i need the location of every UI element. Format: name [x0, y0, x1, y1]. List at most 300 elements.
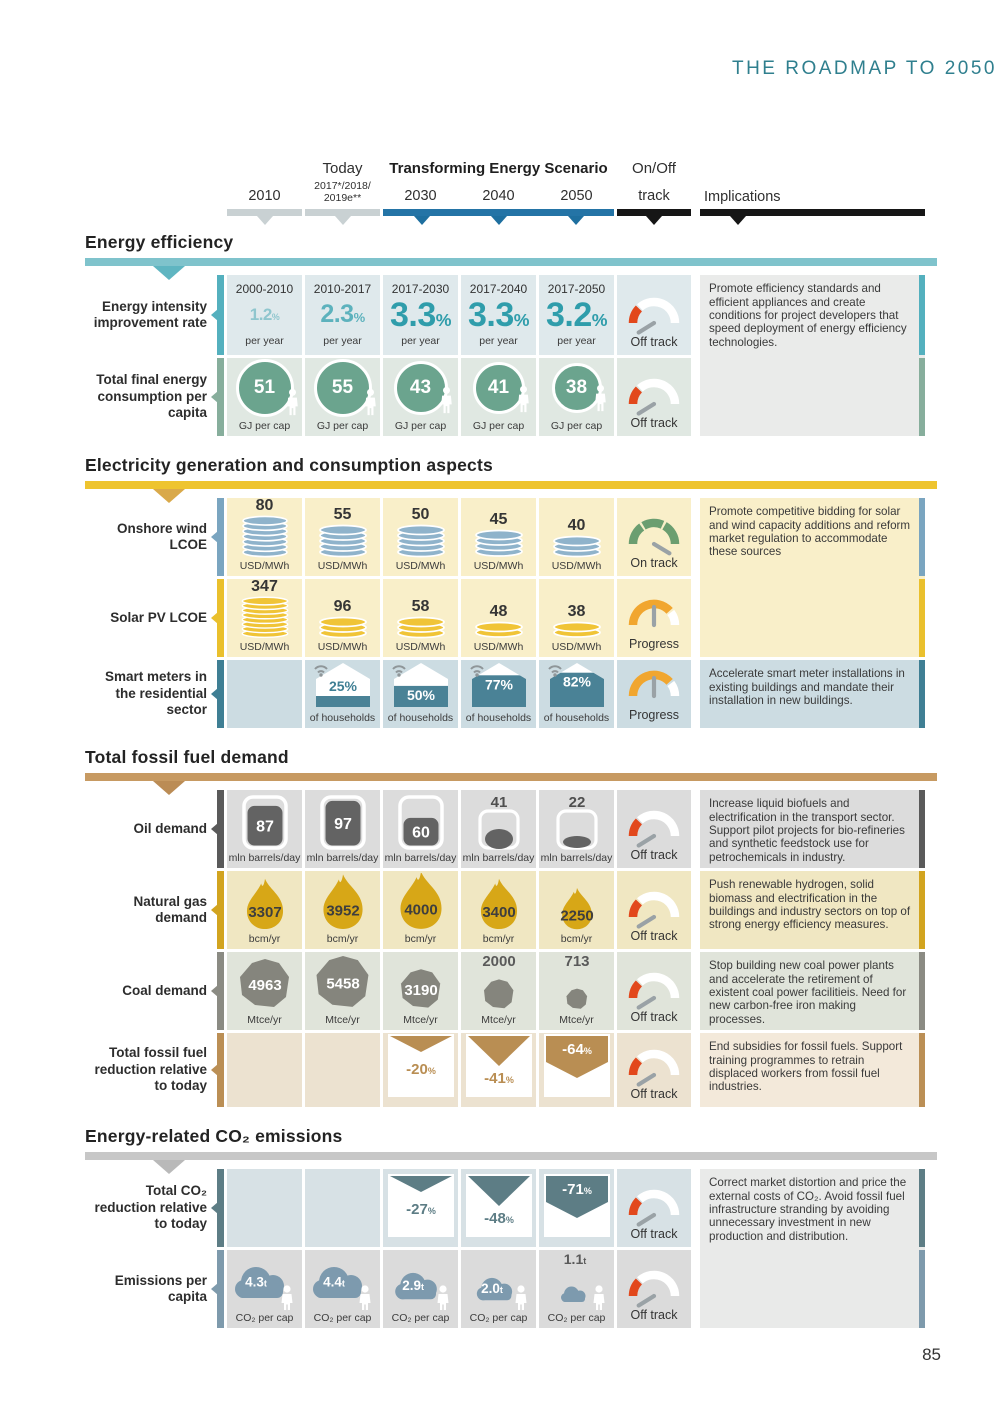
down-arrow-icon: [546, 1036, 608, 1090]
data-cell: [461, 871, 536, 949]
cell-value: 51: [253, 377, 276, 399]
oil-barrel-icon: [545, 794, 609, 850]
period-label: 2017-2030: [391, 282, 450, 297]
unit-label: Mtce/yr: [403, 1014, 438, 1027]
row-label: Smart meters in the residential sector: [104, 669, 207, 718]
column-bar-today: [305, 209, 380, 216]
table-row: [85, 579, 691, 657]
table-row: [85, 660, 691, 728]
implication-box: [700, 660, 925, 728]
section-bar: [85, 258, 937, 266]
flame-icon: [311, 873, 375, 931]
data-cell: [539, 660, 614, 728]
data-cell: [227, 1169, 302, 1247]
data-cell: [227, 275, 302, 355]
cell-value: 80: [255, 498, 274, 515]
table-row: [85, 1033, 691, 1107]
reduction-arrow-box: [466, 1034, 532, 1097]
row-label: Coal demand: [122, 982, 207, 998]
implication-text: Promote efficiency standards and efficient appliances and create conditions for project developers that speed deployment of energy efficiency technologies.: [709, 282, 907, 349]
implication-box: [700, 1169, 925, 1328]
gauge-cell: [617, 660, 691, 728]
implication-text: End subsidies for fossil fuels. Support training programmes to retrain displaced workers from fossil fuel industries.: [709, 1040, 903, 1094]
person-icon: [515, 1286, 526, 1311]
unit-label: CO₂ per cap: [313, 1312, 372, 1325]
table-header-columns: [85, 160, 691, 216]
gauge-status-label: Progress: [628, 637, 680, 652]
svg-text:2.0t: 2.0t: [480, 1281, 503, 1297]
cell-value: 55: [333, 506, 352, 524]
section-implications: [700, 790, 925, 1110]
svg-text:2250: 2250: [559, 907, 594, 925]
section-3: [85, 1126, 937, 1331]
data-cell: [539, 1169, 614, 1247]
gauge-cell: [617, 1250, 691, 1328]
svg-text:-20%: -20%: [405, 1061, 436, 1079]
table-row: [85, 952, 691, 1030]
data-cell: [383, 1250, 458, 1328]
person-icon: [515, 385, 532, 413]
data-cell: [383, 1033, 458, 1107]
unit-label: bcm/yr: [248, 933, 281, 946]
row-label: Total CO₂ reduction relative to today: [94, 1183, 207, 1232]
implication-box: [700, 952, 925, 1030]
implication-accent-bars: [919, 1033, 925, 1107]
gauge-icon: [622, 1266, 686, 1310]
row-label: Energy intensity improvement rate: [93, 298, 207, 331]
row-accent-bar: [210, 1169, 224, 1247]
svg-text:4.3t: 4.3t: [244, 1274, 267, 1290]
gauge-cell: [617, 1033, 691, 1107]
gauge-needle-icon: [639, 1075, 654, 1085]
down-arrow-icon: [468, 1176, 530, 1230]
unit-label: GJ per cap: [238, 420, 291, 433]
gauge-needle-icon: [639, 917, 654, 927]
coin-stack-icon: [313, 616, 373, 639]
implication-accent-bars: [919, 1169, 925, 1328]
table-row: [85, 1169, 691, 1247]
svg-text:713: 713: [563, 954, 590, 971]
unit-label: of households: [387, 712, 454, 725]
gauge-cell: [617, 579, 691, 657]
implication-text: Correct market distortion and price the external costs of CO₂. Avoid fossil fuel infrastructure stranding by avoiding unnecessary investment in new production and distribution.: [709, 1176, 907, 1243]
row-accent-bar: [210, 358, 224, 436]
unit-label: USD/MWh: [239, 641, 290, 654]
implication-accent-bars: [919, 871, 925, 949]
gauge-icon: [622, 806, 686, 850]
gauge-cell: [617, 790, 691, 868]
value-circle: [314, 359, 372, 417]
section-implications: [700, 275, 925, 439]
gauge-status-label: Off track: [630, 929, 678, 944]
column-header-today: Today: [322, 160, 363, 177]
svg-text:5458: 5458: [325, 975, 360, 993]
row-accent-bar: [210, 1250, 224, 1328]
svg-text:4.4t: 4.4t: [322, 1274, 345, 1290]
data-cell: [305, 498, 380, 576]
column-header-today-sub: 2017*/2018/ 2019e**: [314, 180, 371, 205]
smart-meter-house-icon: [466, 660, 532, 710]
column-bar-implications: [700, 209, 925, 216]
section-rows: [85, 498, 691, 731]
unit-label: bcm/yr: [326, 933, 359, 946]
coal-icon: [467, 954, 531, 1012]
unit-label: bcm/yr: [482, 933, 515, 946]
coal-icon: [545, 954, 609, 1012]
table-row: [85, 498, 691, 576]
section-rows: [85, 790, 691, 1110]
gauge-icon: [622, 514, 686, 558]
data-cell: [305, 952, 380, 1030]
svg-text:4000: 4000: [403, 901, 438, 919]
cell-value: 43: [409, 377, 432, 399]
gauge-icon: [622, 374, 686, 418]
wifi-icon: [393, 666, 405, 672]
data-cell: [383, 1169, 458, 1247]
unit-label: USD/MWh: [395, 641, 446, 654]
value-circle: [552, 363, 602, 413]
section-rows: [85, 275, 691, 439]
section-title: Energy-related CO₂ emissions: [85, 1126, 343, 1147]
unit-label: per year: [401, 335, 440, 348]
page-number: 85: [922, 1345, 941, 1364]
row-accent-bar: [210, 871, 224, 949]
cell-value: 41: [487, 377, 510, 399]
unit-label: mln barrels/day: [462, 852, 535, 865]
implication-text: Push renewable hydrogen, solid biomass and electrification in the buildings and industry sectors on top of strong energy efficiency measures.: [709, 878, 911, 932]
data-cell: [227, 1250, 302, 1328]
implication-accent-bars: [919, 952, 925, 1030]
section-title: Total fossil fuel demand: [85, 747, 289, 768]
co2-cloud-icon: [386, 1252, 456, 1310]
svg-text:22: 22: [568, 794, 585, 812]
gauge-status-label: Off track: [630, 416, 678, 431]
data-cell: [383, 358, 458, 436]
down-arrow-icon: [390, 1176, 452, 1230]
data-cell: [461, 498, 536, 576]
unit-label: mln barrels/day: [540, 852, 613, 865]
section-rows: [85, 1169, 691, 1331]
flame-icon: [467, 873, 531, 931]
row-label: Onshore wind LCOE: [116, 520, 207, 553]
column-header-2030: 2030: [404, 188, 437, 205]
coin-stack-icon: [391, 524, 451, 558]
row-accent-bar: [210, 498, 224, 576]
svg-text:-71%: -71%: [561, 1181, 592, 1199]
gauge-status-label: Off track: [630, 1010, 678, 1025]
svg-text:3400: 3400: [481, 904, 516, 922]
table-row: [85, 1250, 691, 1328]
svg-text:82%: 82%: [562, 673, 591, 690]
data-cell: [227, 790, 302, 868]
coin-stack-icon: [313, 524, 373, 558]
row-accent-bar: [210, 790, 224, 868]
column-bar-onoff: [617, 209, 691, 216]
unit-label: CO₂ per cap: [391, 1312, 450, 1325]
gauge-cell: [617, 1169, 691, 1247]
gauge-icon: [622, 293, 686, 337]
co2-cloud-icon: [308, 1252, 378, 1310]
section-implications: [700, 498, 925, 731]
unit-label: Mtce/yr: [325, 1014, 360, 1027]
unit-label: Mtce/yr: [247, 1014, 282, 1027]
unit-label: CO₂ per cap: [235, 1312, 294, 1325]
data-cell: [461, 579, 536, 657]
unit-label: USD/MWh: [473, 641, 524, 654]
cell-value: 96: [333, 598, 352, 616]
row-accent-bar: [210, 660, 224, 728]
gauge-cell: [617, 275, 691, 355]
co2-cloud-icon: [542, 1252, 612, 1310]
unit-label: mln barrels/day: [228, 852, 301, 865]
row-label: Total fossil fuel reduction relative to today: [94, 1045, 207, 1094]
gauge-needle-icon: [639, 404, 654, 414]
coin-stack-icon: [391, 616, 451, 639]
section-2: [85, 747, 937, 1110]
gauge-status-label: Off track: [630, 1087, 678, 1102]
svg-text:3952: 3952: [325, 902, 360, 920]
table-header-implications: [700, 160, 925, 216]
coin-stack-icon: [469, 621, 529, 639]
person-icon: [593, 1286, 604, 1311]
gauge-status-label: Off track: [630, 848, 678, 863]
gauge-icon: [622, 595, 686, 639]
gauge-icon: [622, 1045, 686, 1089]
cell-value: 40: [567, 517, 586, 535]
data-cell: [539, 790, 614, 868]
unit-label: USD/MWh: [473, 560, 524, 573]
data-cell: [461, 952, 536, 1030]
data-cell: [305, 871, 380, 949]
rate-value: 3.3%: [468, 295, 529, 334]
data-cell: [539, 1250, 614, 1328]
row-accent-bar: [210, 1033, 224, 1107]
column-bar-2010: [227, 209, 302, 216]
section-bar: [85, 481, 937, 489]
reduction-arrow-box: [544, 1174, 610, 1237]
data-cell: [539, 498, 614, 576]
value-circle: [394, 361, 448, 415]
content-area: [85, 0, 937, 1331]
table-row: [85, 790, 691, 868]
column-header-scenario: Transforming Energy Scenario: [389, 160, 608, 177]
gauge-status-label: Off track: [630, 1227, 678, 1242]
unit-label: per year: [557, 335, 596, 348]
wifi-icon: [471, 666, 483, 672]
gauge-cell: [617, 952, 691, 1030]
data-cell: [539, 1033, 614, 1107]
sections-container: [85, 232, 937, 1331]
rate-value: 3.3%: [390, 295, 451, 334]
data-cell: [383, 952, 458, 1030]
gauge-icon: [622, 1185, 686, 1229]
data-cell: [383, 579, 458, 657]
unit-label: GJ per cap: [550, 420, 603, 433]
gauge-needle-icon: [639, 998, 654, 1008]
gauge-status-label: Progress: [628, 708, 680, 723]
table-row: [85, 275, 691, 355]
implication-box: [700, 275, 925, 436]
column-header-2050: 2050: [560, 188, 593, 205]
gauge-icon: [622, 666, 686, 710]
person-icon: [362, 388, 379, 416]
coal-icon: [311, 954, 375, 1012]
section-1: [85, 455, 937, 731]
data-cell: [305, 579, 380, 657]
person-icon: [438, 386, 455, 414]
period-label: 2000-2010: [235, 282, 294, 297]
column-header-2040: 2040: [482, 188, 515, 205]
coal-icon: [233, 954, 297, 1012]
co2-cloud-icon: [464, 1252, 534, 1310]
row-label: Natural gas demand: [133, 893, 207, 926]
wifi-icon: [549, 666, 561, 672]
person-icon: [592, 384, 609, 412]
data-cell: [383, 790, 458, 868]
table-header: [85, 0, 937, 216]
svg-text:-41%: -41%: [483, 1070, 514, 1088]
implication-text: Stop building new coal power plants and accelerate the retirement of existent coal power facilitieis. Need for new carbon-free iron making processes.: [709, 959, 907, 1026]
unit-label: CO₂ per cap: [469, 1312, 528, 1325]
row-label: Solar PV LCOE: [110, 609, 207, 625]
section-title: Electricity generation and consumption aspects: [85, 455, 493, 476]
cell-value: 58: [411, 598, 430, 616]
svg-text:-27%: -27%: [405, 1201, 436, 1219]
unit-label: CO₂ per cap: [547, 1312, 606, 1325]
wifi-icon: [315, 666, 327, 672]
oil-barrel-icon: [311, 794, 375, 850]
flame-icon: [233, 873, 297, 931]
column-header-onoff-1: On/Off: [632, 160, 676, 177]
data-cell: [305, 660, 380, 728]
data-cell: [461, 1169, 536, 1247]
svg-text:87: 87: [255, 818, 274, 836]
row-label: Total final energy consumption per capita: [96, 372, 207, 421]
down-arrow-icon: [546, 1176, 608, 1230]
data-cell: [305, 275, 380, 355]
implication-text: Increase liquid biofuels and electrification in the transport sector. Support pilot projects for bio-refineries and synthetic feedstock use for petrochemicals in industry.: [709, 797, 905, 864]
coin-stack-icon: [235, 515, 295, 558]
implication-accent-bars: [919, 790, 925, 868]
gauge-needle-icon: [639, 1296, 654, 1306]
data-cell: [305, 790, 380, 868]
data-cell: [227, 358, 302, 436]
cell-value: 347: [251, 579, 278, 596]
data-cell: [305, 1169, 380, 1247]
data-cell: [227, 579, 302, 657]
unit-label: USD/MWh: [317, 560, 368, 573]
implication-accent-bars: [919, 498, 925, 657]
cell-value: 38: [565, 377, 588, 399]
section-0: [85, 232, 937, 439]
oil-barrel-icon: [389, 794, 453, 850]
gauge-cell: [617, 871, 691, 949]
svg-text:77%: 77%: [484, 676, 513, 693]
unit-label: of households: [465, 712, 532, 725]
svg-text:4963: 4963: [247, 977, 282, 995]
table-row: [85, 358, 691, 436]
cell-value: 45: [489, 511, 508, 529]
gauge-status-label: Off track: [630, 335, 678, 350]
reduction-arrow-box: [388, 1034, 454, 1097]
row-label: Emissions per capita: [114, 1272, 207, 1305]
coin-stack-icon: [235, 596, 295, 639]
cell-value: 38: [567, 603, 586, 621]
implication-box: [700, 498, 925, 657]
data-cell: [461, 1250, 536, 1328]
svg-text:25%: 25%: [328, 678, 357, 695]
rate-value: 2.3%: [320, 300, 365, 329]
data-cell: [227, 660, 302, 728]
unit-label: USD/MWh: [395, 560, 446, 573]
svg-text:-48%: -48%: [483, 1210, 514, 1228]
period-label: 2017-2050: [547, 282, 606, 297]
coin-stack-icon: [469, 529, 529, 558]
down-arrow-icon: [468, 1036, 530, 1090]
unit-label: Mtce/yr: [559, 1014, 594, 1027]
svg-text:50%: 50%: [406, 687, 435, 704]
implication-accent-bars: [919, 660, 925, 728]
data-cell: [539, 952, 614, 1030]
smart-meter-house-icon: [388, 660, 454, 710]
svg-text:3190: 3190: [403, 981, 438, 999]
flame-icon: [389, 873, 453, 931]
unit-label: GJ per cap: [316, 420, 369, 433]
unit-label: bcm/yr: [560, 933, 593, 946]
svg-text:2.9t: 2.9t: [401, 1278, 424, 1294]
data-cell: [227, 952, 302, 1030]
data-cell: [461, 1033, 536, 1107]
rate-value: 3.2%: [546, 295, 607, 334]
unit-label: of households: [309, 712, 376, 725]
column-header-2010: 2010: [248, 188, 281, 205]
unit-label: of households: [543, 712, 610, 725]
data-cell: [227, 871, 302, 949]
period-label: 2010-2017: [313, 282, 372, 297]
gauge-needle-icon: [639, 1215, 654, 1225]
co2-cloud-icon: [230, 1252, 300, 1310]
implication-accent-bars: [919, 275, 925, 436]
cell-value: 48: [489, 603, 508, 621]
svg-text:41: 41: [490, 794, 507, 812]
data-cell: [539, 358, 614, 436]
gauge-icon: [622, 968, 686, 1012]
implication-box: [700, 871, 925, 949]
person-icon: [437, 1286, 448, 1311]
unit-label: USD/MWh: [239, 560, 290, 573]
data-cell: [305, 1033, 380, 1107]
unit-label: per year: [479, 335, 518, 348]
svg-text:1.1t: 1.1t: [563, 1252, 586, 1268]
reduction-arrow-box: [388, 1174, 454, 1237]
implication-box: [700, 1033, 925, 1107]
data-cell: [461, 275, 536, 355]
data-cell: [305, 1250, 380, 1328]
reduction-arrow-box: [466, 1174, 532, 1237]
data-cell: [539, 275, 614, 355]
unit-label: per year: [323, 335, 362, 348]
implication-text: Accelerate smart meter installations in existing buildings and mandate their installation in new buildings.: [709, 667, 905, 707]
oil-barrel-icon: [233, 794, 297, 850]
gauge-cell: [617, 498, 691, 576]
row-label: Oil demand: [133, 820, 207, 836]
svg-text:2000: 2000: [481, 954, 516, 971]
data-cell: [305, 358, 380, 436]
svg-text:3307: 3307: [247, 904, 282, 922]
data-cell: [227, 1033, 302, 1107]
section-bar: [85, 1152, 937, 1160]
oil-barrel-icon: [467, 794, 531, 850]
